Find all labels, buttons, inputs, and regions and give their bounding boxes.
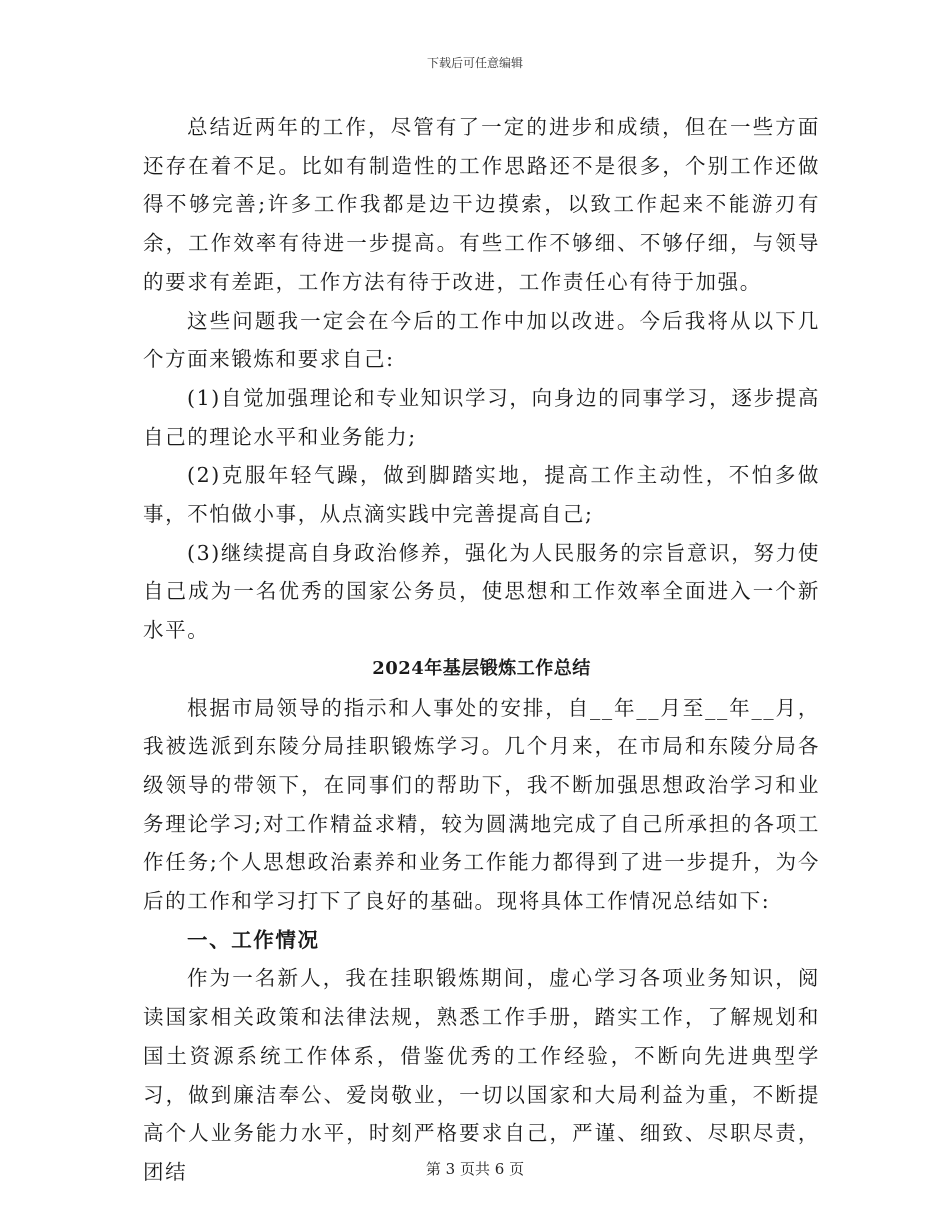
page-header: 下载后可任意编辑 <box>426 56 523 70</box>
section-heading-work: 一、工作情况 <box>187 927 320 952</box>
paragraph-shortcomings: 总结近两年的工作，尽管有了一定的进步和成绩，但在一些方面还存在着不足。比如有制造性的工作思路还不是很多，个别工作还做得不够完善;许多工作我都是边干边摸索，以致工作起来不能游刃有余，工作效率有待进一步提高。有些工作不够细、不够仔细，与领导的要求有差距，工作方法有待于改进，工作责任心有待于加强。 <box>143 115 820 294</box>
document-title: 2024年基层锻炼工作总结 <box>372 657 591 679</box>
document-body <box>143 108 820 1192</box>
paragraph-item-3: (3)继续提高自身政治修养，强化为人民服务的宗旨意识，努力使自己成为一名优秀的国家公务员，使思想和工作效率全面进入一个新水平。 <box>143 540 820 643</box>
page-footer: 第 3 页共 6 页 <box>425 1160 525 1178</box>
paragraph-improvement-intro: 这些问题我一定会在今后的工作中加以改进。今后我将从以下几个方面来锻炼和要求自己: <box>143 308 820 372</box>
paragraph-introduction: 根据市局领导的指示和人事处的安排，自__年__月至__年__月，我被选派到东陵分局挂职锻炼学习。几个月来，在市局和东陵分局各级领导的带领下，在同事们的帮助下，我不断加强思想政治学习和业务理论学习;对工作精益求精，较为圆满地完成了自己所承担的各项工作任务;个人思想政治素养和业务工作能力都得到了进一步提升，为今后的工作和学习打下了良好的基础。现将具体工作情况总结如下: <box>143 695 820 914</box>
paragraph-item-2: (2)克服年轻气躁，做到脚踏实地，提高工作主动性，不怕多做事，不怕做小事，从点滴实践中完善提高自己; <box>143 463 820 527</box>
paragraph-item-1: (1)自觉加强理论和专业知识学习，向身边的同事学习，逐步提高自己的理论水平和业务能力; <box>143 385 820 449</box>
paragraph-work-details: 作为一名新人，我在挂职锻炼期间，虚心学习各项业务知识，阅读国家相关政策和法律法规，熟悉工作手册，踏实工作，了解规划和国土资源系统工作体系，借鉴优秀的工作经验，不断向先进典型学习，做到廉洁奉公、爱岗敬业，一切以国家和大局利益为重，不断提高个人业务能力水平，时刻严格要求自己，严谨、细致、尽职尽责，团结 <box>143 966 820 1184</box>
